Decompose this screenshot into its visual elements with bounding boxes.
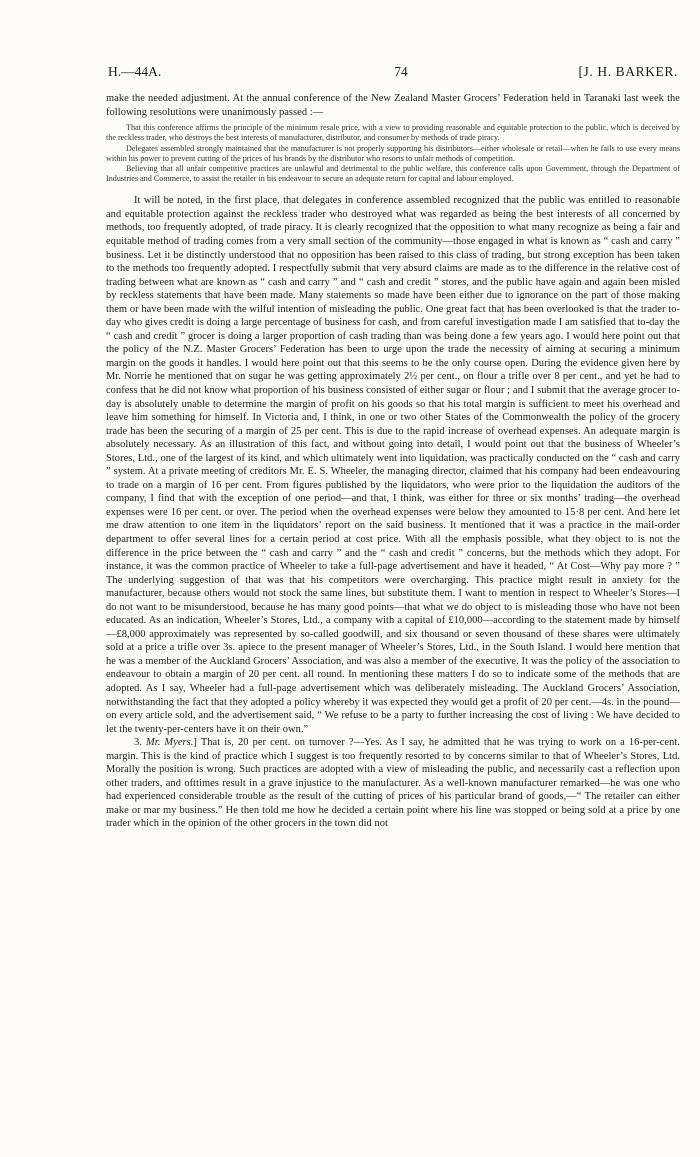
questioner-name: Mr. Myers. [146, 737, 194, 749]
question-number: 3. [134, 737, 142, 749]
witness-name: [J. H. BARKER. [578, 64, 678, 79]
document-body [106, 92, 680, 831]
page-number: 74 [394, 64, 408, 79]
resolution-1: That this conference affirms the principle of the minimum resale price, with a view to providing reasonable and equitable protection to the public, which is deceived by the reckless trader, who destroys the best interests of manufacturer, distributor, and consumer by methods of trade piracy. [106, 123, 680, 143]
resolution-3: Believing that all unfair competitive practices are unlawful and detrimental to the public welfare, this conference calls upon Government, through the Department of Industries and Commerce, to assist the retailer in his endeavour to secure an adequate return for capital and labour employed. [106, 163, 680, 184]
report-reference: H.—44A. [108, 64, 162, 79]
main-paragraph: It will be noted, in the first place, that delegates in conference assembled recognized that the public was entitled to reasonable and equitable protection against the reckless trader who destroyed what was regarded as being the best interests of all concerned by methods, too frequently adopted, of trade piracy. It is clearly recognized that the opposition to what many recognize as being a fair and equitable method of trading comes from a very small section of the community—those engaged in what is known as “ cash and carry ” business. Let it be distinctly understood that no opposition has been raised to this class of trading, but strong exception has been taken to the methods too frequently adopted. I respectfully submit that very absurd claims are made as to the difference in the relative cost of trading between what are known as “ cash and carry ” and “ cash and credit ” stores, and the public have again and again been misled by reckless statements that have been made. Many statements so made have been either due to ignorance on the part of those making them or have been made with the wilful intention of misleading the public. One great fact that has been overlooked is that the trader to-day who gives credit is doing a large percentage of business for cash, and from careful investigation made I am satisfied that to-day the “ cash and credit ” grocer is doing a larger proportion of cash trading than was being done a few years ago. I would here point out that the policy of the N.Z. Master Grocers’ Federation has been to urge upon the trade the necessity of aiming at securing a minimum margin on the goods it handles. I would here point out that this seems to be the only course open. During the evidence given here by Mr. Norrie he mentioned that on sugar he was getting approximately 2½ per cent., on flour a trifle over 8 per cent., and yet he had to confess that he did not know what proportion of his business consisted of either sugar or flour ; and I submit that the average grocer to-day is absolutely unable to determine the margin of profit on his goods so that his total margin is sufficient to meet his overhead and leave him something for himself. In Victoria and, I think, in one or two other States of the Commonwealth the policy of the grocery trade has been the securing of a margin of 25 per cent. This is due to the rapid increase of overhead expenses. An adequate margin is absolutely necessary. As an illustration of this fact, and without going into detail, I would point out that the business of Wheeler’s Stores, Ltd., one of the largest of its kind, and which ultimately went into liquidation, was practically conducted on the “ cash and carry ” system. At a private meeting of creditors Mr. E. S. Wheeler, the managing director, claimed that his company had been endeavouring to trade on a margin of 16 per cent. From figures published by the liquidators, who were prior to the liquidation the auditors of the company, I find that with the exception of one period—and that, I think, was either for three or six months’ trading—the overhead expenses were 16 per cent. or over. The period when the overhead expenses were below they amounted to 15·8 per cent. And here let me draw attention to one item in the liquidators’ report on the said business. It mentioned that it was a practice in the mail-order department to offer several lines for a certain period at cost price. With all the emphasis possible, what they object to is not the difference in the price between the “ cash and carry ” and the “ cash and credit ” concerns, but the methods which they adopt. For instance, it was the common practice of Wheeler to take a full-page advertisement and have it headed, “ At Cost—Why pay more ? ” The underlying suggestion of that was that his competitors were overcharging. This practice might result in anxiety for the manufacturer, because others would not stock the same lines, but substitute them. I want to mention in respect to Wheeler’s Stores—I do not want to be misunderstood, because he has many good points—that what we do object to is misleading those who have not been educated. As an indication, Wheeler’s Stores, Ltd., a company with a capital of £10,000—according to the statement made by himself—£8,000 approximately was represented by so-called goodwill, and six thousand or seven thousand of these shares were ultimately sold at a price a trifle over 3s. apiece to the present manager of Wheeler’s Stores, Ltd., in the South Island. I would here mention that he was a member of the Auckland Grocers’ Association, and was also a member of the executive. It was the policy of the association to endeavour to obtain a margin of 20 per cent. all round. In mentioning these matters I do so to indicate some of the methods that are adopted. As I say, Wheeler had a full-page advertisement which was deliberately misleading. The Auckland Grocers’ Association, notwithstanding the fact that they adopted a policy whereby it was expected they would get a profit of 20 per cent.—4s. in the pound—on every article sold, and the advertisement said, “ We refuse to be a party to further increasing the cost of living : We have decided to let the twenty-per-centers have it on their own.” [106, 195, 680, 735]
resolution-2: Delegates assembled strongly maintained that the manufacturer is not properly supporting his distributors—either wholesale or retail—when he fails to use every means within his power to prevent cutting of the prices of his brands by the distributor who resorts to unfair methods of competition. [106, 143, 680, 163]
question-text: That is, 20 per cent. on turnover ?—Yes. As I say, he admitted that he was trying to work on a 16-per-cent. margin. This is the kind of practice which I suggest is too frequently resorted to by concerns similar to that of Wheeler’s Stores, Ltd. Morally the position is wrong. Such practices are adopted with a view of misleading the public, and necessarily cast a reflection upon other traders, and ofttimes result in a grave injustice to the manufacturer. As a well-known manufacturer remarked—he was one who had experienced considerable trouble as the result of the cutting of prices of his particular brand of goods,—“ The retailer can either make or mar my business.” He then told me how he decided a certain point where his line was stopped or being sold at a price by one trader which in the opinion of the other grocers in the town did not [106, 737, 680, 830]
resolutions-block [106, 123, 680, 184]
intro-paragraph: make the needed adjustment. At the annual conference of the New Zealand Master Grocers’ Federation held in Taranaki last week the following resolutions were unanimously passed :— [106, 93, 680, 118]
page-header [108, 64, 694, 84]
question-paragraph: 3. Mr. Myers.] That is, 20 per cent. on turnover ?—Yes. As I say, he admitted that he was trying to work on a 16-per-cent. margin. This is the kind of practice which I suggest is too frequently resorted to by concerns similar to that of Wheeler’s Stores, Ltd. Morally the position is wrong. Such practices are adopted with a view of misleading the public, and necessarily cast a reflection upon other traders, and ofttimes result in a grave injustice to the manufacturer. As a well-known manufacturer remarked—he was one who had experienced considerable trouble as the result of the cutting of prices of his particular brand of goods,—“ The retailer can either make or mar my business.” He then told me how he decided a certain point where his line was stopped or being sold at a price by one trader which in the opinion of the other grocers in the town did not [106, 737, 680, 830]
